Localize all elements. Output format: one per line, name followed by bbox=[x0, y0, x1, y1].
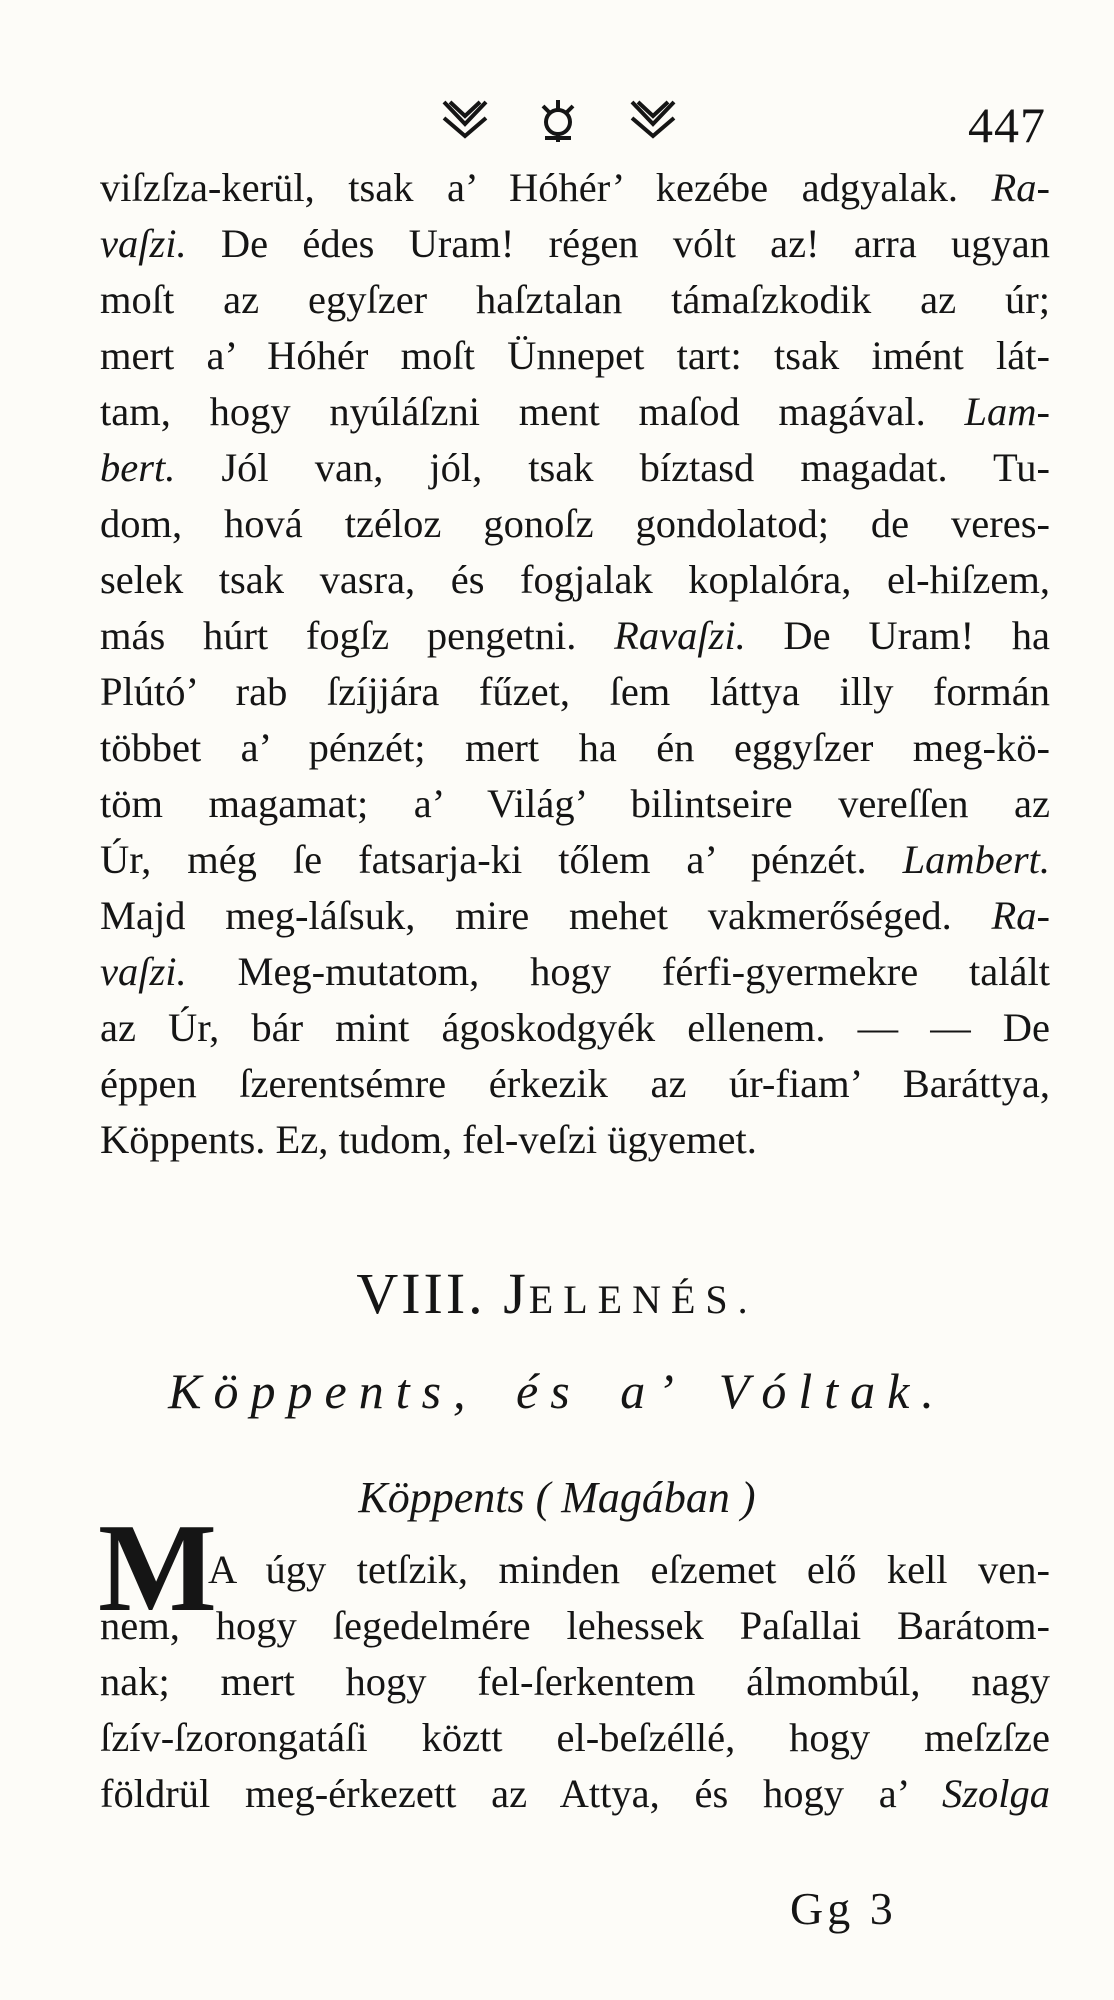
scene-title-initial: J bbox=[503, 1261, 529, 1326]
fleuron-left-icon bbox=[440, 96, 490, 140]
scene-characters: Köppents, és a’ Vóltak. bbox=[168, 1363, 946, 1419]
text-line: Plútó’ rab ſzíjjára fűzet, ſem láttya illy formán bbox=[100, 669, 1050, 714]
fleuron-center-icon bbox=[535, 96, 581, 144]
text-line: vaſzi. Meg-mutatom, hogy férfi-gyermekre talált bbox=[100, 949, 1050, 994]
scene-heading bbox=[0, 1260, 1114, 1327]
text-line: földrül meg-érkezett az Attya, és hogy a’ Szolga bbox=[100, 1771, 1050, 1816]
text-line: mert a’ Hóhér moſt Ünnepet tart: tsak imént lát- bbox=[100, 333, 1050, 378]
text-line: A úgy tetſzik, minden eſzemet elő kell ven- bbox=[208, 1547, 1050, 1592]
header-ornaments bbox=[440, 96, 740, 146]
text-line: Úr, még ſe fatsarja-ki tőlem a’ pénzét. Lambert. bbox=[100, 837, 1050, 882]
text-line: tam, hogy nyúláſzni ment maſod magával. Lam- bbox=[100, 389, 1050, 434]
text-line: viſzſza-kerül, tsak a’ Hóhér’ kezébe adgyalak. Ra- bbox=[100, 165, 1050, 210]
text-line: éppen ſzerentsémre érkezik az úr-fiam’ Baráttya, bbox=[100, 1061, 1050, 1106]
signature-mark: Gg 3 bbox=[790, 1883, 897, 1934]
text-line: Köppents. Ez, tudom, fel-veſzi ügyemet. bbox=[100, 1117, 757, 1162]
text-line: selek tsak vasra, és fogjalak koplalóra, el-hiſzem, bbox=[100, 557, 1050, 602]
monologue-text bbox=[100, 1542, 1050, 1822]
text-line: bert. Jól van, jól, tsak bíztasd magadat. Tu- bbox=[100, 445, 1050, 490]
speaker-label: Köppents ( Magában ) bbox=[358, 1473, 756, 1522]
page-number: 447 bbox=[968, 97, 1046, 153]
fleuron-right-icon bbox=[628, 96, 678, 140]
text-line: nak; mert hogy fel-ſerkentem álmombúl, nagy bbox=[100, 1659, 1050, 1704]
drop-cap: M bbox=[98, 1499, 217, 1638]
dialogue-text bbox=[100, 160, 1050, 1168]
scene-title-rest: ELENÉS. bbox=[528, 1277, 758, 1322]
text-line: moſt az egyſzer haſztalan támaſzkodik az úr; bbox=[100, 277, 1050, 322]
text-line: dom, hová tzéloz gonoſz gondolatod; de veres- bbox=[100, 501, 1050, 546]
text-line: vaſzi. De édes Uram! régen vólt az! arra ugyan bbox=[100, 221, 1050, 266]
text-line: más húrt fogſz pengetni. Ravaſzi. De Uram! ha bbox=[100, 613, 1050, 658]
text-line: Majd meg-láſsuk, mire mehet vakmerőséged. Ra- bbox=[100, 893, 1050, 938]
text-line: ſzív-ſzorongatáſi köztt el-beſzéllé, hogy meſzſze bbox=[100, 1715, 1050, 1760]
scene-number: VIII. bbox=[356, 1261, 486, 1326]
text-line: töm magamat; a’ Világ’ bilintseire vereſſen az bbox=[100, 781, 1050, 826]
text-line: nem, hogy ſegedelmére lehessek Paſallai Barátom- bbox=[100, 1603, 1050, 1648]
page-header bbox=[0, 88, 1114, 153]
text-line: az Úr, bár mint ágoskodgyék ellenem. — — De bbox=[100, 1005, 1050, 1050]
text-line: többet a’ pénzét; mert ha én eggyſzer meg-kö- bbox=[100, 725, 1050, 770]
